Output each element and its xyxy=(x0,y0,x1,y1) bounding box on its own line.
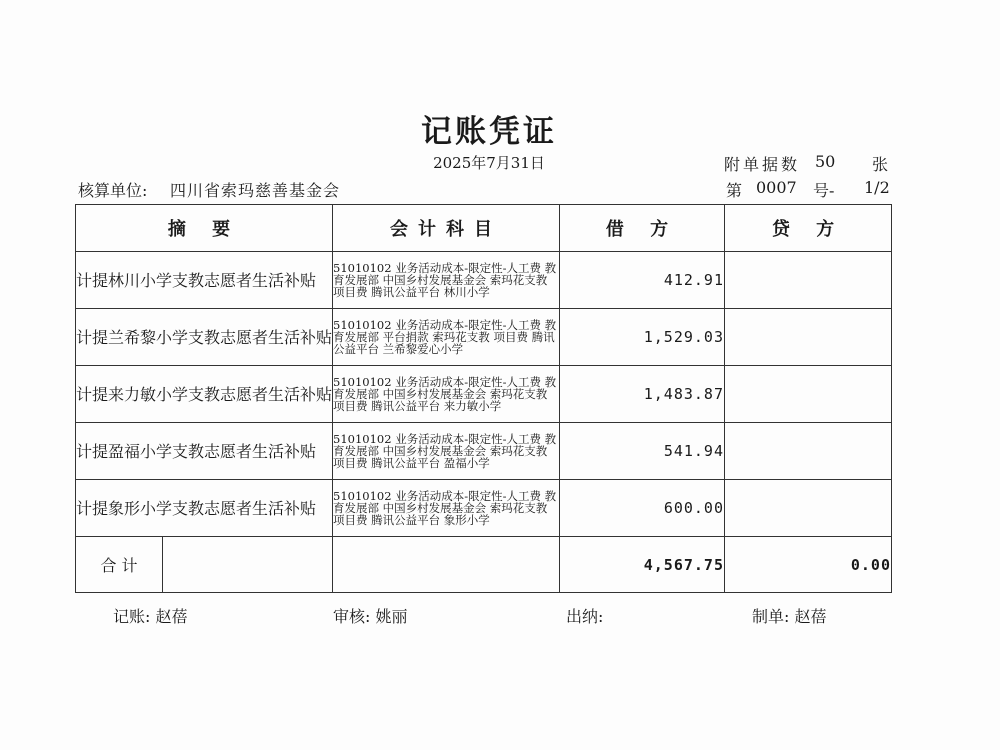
attachments-label: 附单据数 xyxy=(724,155,801,174)
preparer-signature: 制单: 赵蓓 xyxy=(752,607,827,626)
header-debit: 借 方 xyxy=(560,205,725,252)
row-credit xyxy=(725,366,892,423)
total-row xyxy=(76,537,892,593)
total-label: 合 计 xyxy=(76,537,163,592)
total-credit: 0.00 xyxy=(725,537,892,593)
voucher-no: 0007 xyxy=(756,178,797,197)
row-credit xyxy=(725,252,892,309)
row-debit: 1,529.03 xyxy=(560,309,725,366)
row-summary: 计提兰希黎小学支教志愿者生活补贴 xyxy=(76,309,333,366)
cashier-signature: 出纳: xyxy=(566,607,604,626)
total-cell xyxy=(76,537,333,593)
table-row xyxy=(76,309,892,366)
row-debit: 541.94 xyxy=(560,423,725,480)
reviewer-signature: 审核: 姚丽 xyxy=(333,607,408,626)
row-subject: 51010102 业务活动成本-限定性-人工费 教育发展部 中国乡村发展基金会 索玛花支教 项目费 腾讯公益平台 林川小学 xyxy=(333,252,560,309)
header-subject: 会计科目 xyxy=(333,205,560,252)
row-subject: 51010102 业务活动成本-限定性-人工费 教育发展部 中国乡村发展基金会 索玛花支教 项目费 腾讯公益平台 盈福小学 xyxy=(333,423,560,480)
total-debit: 4,567.75 xyxy=(560,537,725,593)
table-row xyxy=(76,252,892,309)
header-credit: 贷 方 xyxy=(725,205,892,252)
table-header-row xyxy=(76,205,892,252)
row-subject: 51010102 业务活动成本-限定性-人工费 教育发展部 中国乡村发展基金会 索玛花支教 项目费 腾讯公益平台 象形小学 xyxy=(333,480,560,537)
accounting-unit-label: 核算单位: xyxy=(78,181,148,200)
voucher-no-prefix: 第 xyxy=(726,181,743,200)
voucher-no-suffix: 号- xyxy=(813,181,835,200)
page-title: 记账凭证 xyxy=(421,114,557,150)
row-credit xyxy=(725,423,892,480)
bookkeeper-signature: 记账: 赵蓓 xyxy=(113,607,188,626)
row-summary: 计提象形小学支教志愿者生活补贴 xyxy=(76,480,333,537)
row-debit: 412.91 xyxy=(560,252,725,309)
page-indicator: 1/2 xyxy=(864,178,890,197)
voucher-table xyxy=(75,204,892,593)
table-row xyxy=(76,480,892,537)
row-summary: 计提盈福小学支教志愿者生活补贴 xyxy=(76,423,333,480)
row-debit: 1,483.87 xyxy=(560,366,725,423)
voucher-date: 2025年7月31日 xyxy=(433,154,545,172)
attachments-count: 50 xyxy=(815,152,836,171)
attachments-unit: 张 xyxy=(872,155,889,174)
accounting-unit-name: 四川省索玛慈善基金会 xyxy=(170,181,341,200)
row-credit xyxy=(725,480,892,537)
row-debit: 600.00 xyxy=(560,480,725,537)
table-row xyxy=(76,423,892,480)
row-subject: 51010102 业务活动成本-限定性-人工费 教育发展部 平台捐款 索玛花支教 项目费 腾讯公益平台 兰希黎爱心小学 xyxy=(333,309,560,366)
row-subject: 51010102 业务活动成本-限定性-人工费 教育发展部 中国乡村发展基金会 索玛花支教 项目费 腾讯公益平台 来力敏小学 xyxy=(333,366,560,423)
total-subject xyxy=(333,537,560,593)
row-summary: 计提来力敏小学支教志愿者生活补贴 xyxy=(76,366,333,423)
row-credit xyxy=(725,309,892,366)
row-summary: 计提林川小学支教志愿者生活补贴 xyxy=(76,252,333,309)
table-row xyxy=(76,366,892,423)
header-summary: 摘 要 xyxy=(76,205,333,252)
